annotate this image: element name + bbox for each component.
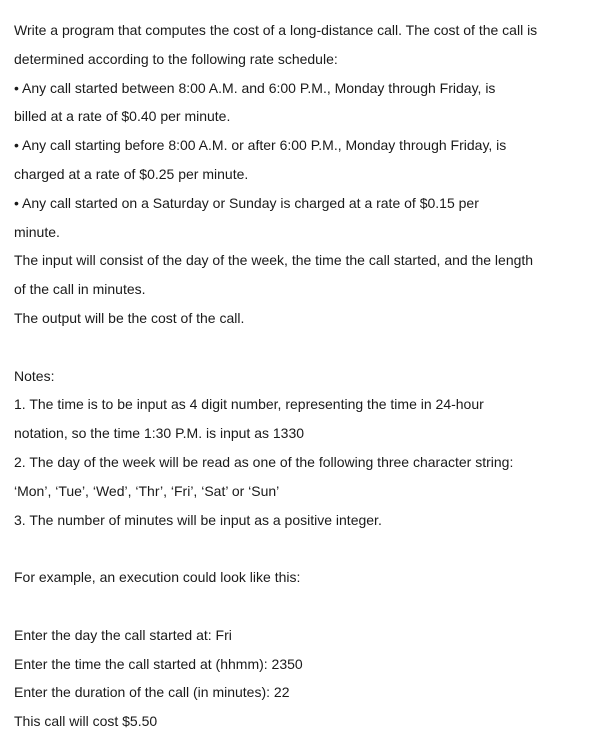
rate-weekend-line-2: minute. [14,223,60,240]
note-3-line-1: 3. The number of minutes will be input as a positive integer. [14,511,382,528]
note-1-line-1: 1. The time is to be input as 4 digit number, representing the time in 24-hour [14,396,484,413]
notes-heading: Notes: [14,367,55,384]
rate-weekday-night-line-2: charged at a rate of $0.25 per minute. [14,165,249,182]
rate-weekday-night-line-1: • Any call starting before 8:00 A.M. or after 6:00 P.M., Monday through Friday, is [14,137,507,154]
rate-weekday-day-line-2: billed at a rate of $0.40 per minute. [14,108,231,125]
rate-weekend-line-1: • Any call started on a Saturday or Sunday is charged at a rate of $0.15 per [14,194,479,211]
example-duration-prompt: Enter the duration of the call (in minutes): 22 [14,684,290,701]
output-description: The output will be the cost of the call. [14,309,245,326]
note-2-line-1: 2. The day of the week will be read as one of the following three character string: [14,453,514,470]
spacer [14,534,597,563]
example-intro: For example, an execution could look like this: [14,569,301,586]
rate-weekday-day-line-1: • Any call started between 8:00 A.M. and 6:00 P.M., Monday through Friday, is [14,79,496,96]
spacer [14,592,597,621]
input-description-line-2: of the call in minutes. [14,281,146,298]
note-1-line-2: notation, so the time 1:30 P.M. is input as 1330 [14,425,305,442]
input-description-line-1: The input will consist of the day of the week, the time the call started, and the length [14,252,534,269]
example-cost-output: This call will cost $5.50 [14,713,158,730]
spacer [14,333,597,362]
intro-line-1: Write a program that computes the cost of a long-distance call. The cost of the call is [14,22,538,38]
example-time-prompt: Enter the time the call started at (hhmm): 2350 [14,655,303,672]
example-day-prompt: Enter the day the call started at: Fri [14,626,232,643]
note-2-line-2: ‘Mon’, ‘Tue’, ‘Wed’, ‘Thr’, ‘Fri’, ‘Sat’ or ‘Sun’ [14,482,280,499]
intro-line-2: determined according to the following rate schedule: [14,50,338,67]
